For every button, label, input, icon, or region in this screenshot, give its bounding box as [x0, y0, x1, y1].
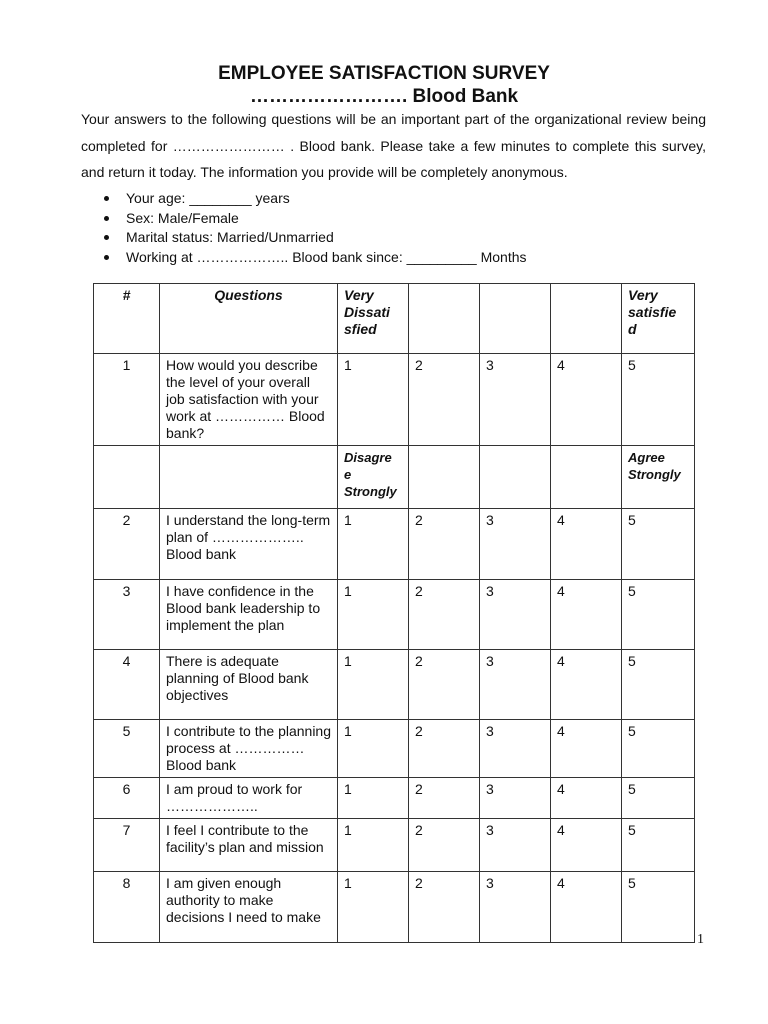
rating-cell-5[interactable]: 5 [622, 778, 695, 819]
subheader-empty-cell [480, 446, 551, 509]
table-row [94, 650, 695, 720]
rating-cell-2[interactable]: 2 [409, 778, 480, 819]
rating-cell-3[interactable]: 3 [480, 872, 551, 943]
column-header-3 [480, 284, 551, 354]
rating-cell-2[interactable]: 2 [409, 819, 480, 872]
row-number: 3 [94, 580, 160, 650]
bullet-text: Your age: ________ years [126, 190, 290, 206]
rating-cell-4[interactable]: 4 [551, 720, 622, 778]
list-item-marital-status [104, 228, 527, 248]
rating-cell-4[interactable]: 4 [551, 650, 622, 720]
rating-cell-3[interactable]: 3 [480, 354, 551, 446]
rating-cell-4[interactable]: 4 [551, 354, 622, 446]
rating-cell-2[interactable]: 2 [409, 720, 480, 778]
table-row [94, 819, 695, 872]
row-question: I contribute to the planning process at …………… Blood bank [160, 720, 338, 778]
bullet-text: Sex: Male/Female [126, 209, 239, 226]
subheader-empty-cell [160, 446, 338, 509]
subheader-agree-strongly: Agree Strongly [622, 446, 695, 509]
respondent-info-list [104, 189, 527, 267]
bullet-icon [104, 235, 109, 240]
row-number: 7 [94, 819, 160, 872]
list-item-working-since [104, 248, 527, 268]
column-header-questions: Questions [160, 284, 338, 354]
row-question: There is adequate planning of Blood bank objectives [160, 650, 338, 720]
rating-cell-5[interactable]: 5 [622, 819, 695, 872]
bullet-icon [104, 216, 109, 221]
rating-cell-4[interactable]: 4 [551, 872, 622, 943]
table-row [94, 580, 695, 650]
rating-cell-3[interactable]: 3 [480, 580, 551, 650]
rating-cell-5[interactable]: 5 [622, 354, 695, 446]
rating-cell-3[interactable]: 3 [480, 509, 551, 580]
rating-cell-2[interactable]: 2 [409, 872, 480, 943]
subheader-empty-cell [409, 446, 480, 509]
row-question: I am proud to work for ……………….. [160, 778, 338, 819]
table-subheader-row [94, 446, 695, 509]
table-row [94, 872, 695, 943]
row-number: 6 [94, 778, 160, 819]
column-header-4 [551, 284, 622, 354]
rating-cell-1[interactable]: 1 [338, 872, 409, 943]
rating-cell-5[interactable]: 5 [622, 872, 695, 943]
rating-cell-4[interactable]: 4 [551, 819, 622, 872]
rating-cell-5[interactable]: 5 [622, 580, 695, 650]
row-question: How would you describe the level of your overall job satisfaction with your work at …………… Blood bank? [160, 354, 338, 446]
rating-cell-2[interactable]: 2 [409, 509, 480, 580]
row-question: I am given enough authority to make decisions I need to make [160, 872, 338, 943]
survey-table [93, 283, 695, 943]
document-subtitle: ……………………. Blood Bank [249, 86, 519, 107]
rating-cell-4[interactable]: 4 [551, 509, 622, 580]
row-number: 8 [94, 872, 160, 943]
rating-cell-1[interactable]: 1 [338, 720, 409, 778]
table-row [94, 720, 695, 778]
column-header-very-satisfied: Very satisfie d [622, 284, 695, 354]
rating-cell-1[interactable]: 1 [338, 509, 409, 580]
list-item-sex [104, 209, 527, 229]
bullet-text: Working at ……………….. Blood bank since: _________ Months [126, 248, 527, 265]
page-number: 1 [697, 932, 704, 947]
rating-cell-3[interactable]: 3 [480, 819, 551, 872]
row-number: 5 [94, 720, 160, 778]
table-row [94, 509, 695, 580]
rating-cell-5[interactable]: 5 [622, 650, 695, 720]
rating-cell-2[interactable]: 2 [409, 650, 480, 720]
rating-cell-5[interactable]: 5 [622, 720, 695, 778]
subheader-disagree-strongly: Disagre e Strongly [338, 446, 409, 509]
rating-cell-3[interactable]: 3 [480, 720, 551, 778]
bullet-icon [104, 196, 109, 201]
list-item-age [104, 189, 527, 209]
row-question: I have confidence in the Blood bank leadership to implement the plan [160, 580, 338, 650]
column-header-2 [409, 284, 480, 354]
subheader-empty-cell [94, 446, 160, 509]
column-header-number: # [94, 284, 160, 354]
column-header-very-dissatisfied: Very Dissati sfied [338, 284, 409, 354]
bullet-text: Marital status: Married/Unmarried [126, 229, 334, 245]
rating-cell-3[interactable]: 3 [480, 650, 551, 720]
table-row [94, 778, 695, 819]
rating-cell-2[interactable]: 2 [409, 580, 480, 650]
row-number: 4 [94, 650, 160, 720]
rating-cell-4[interactable]: 4 [551, 778, 622, 819]
table-header-row [94, 284, 695, 354]
table-row [94, 354, 695, 446]
rating-cell-5[interactable]: 5 [622, 509, 695, 580]
rating-cell-1[interactable]: 1 [338, 778, 409, 819]
document-title: EMPLOYEE SATISFACTION SURVEY [218, 63, 550, 84]
rating-cell-2[interactable]: 2 [409, 354, 480, 446]
subheader-empty-cell [551, 446, 622, 509]
rating-cell-3[interactable]: 3 [480, 778, 551, 819]
rating-cell-1[interactable]: 1 [338, 819, 409, 872]
rating-cell-1[interactable]: 1 [338, 354, 409, 446]
rating-cell-1[interactable]: 1 [338, 650, 409, 720]
row-question: I understand the long-term plan of ……………….. Blood bank [160, 509, 338, 580]
bullet-icon [104, 255, 109, 260]
row-question: I feel I contribute to the facility’s plan and mission [160, 819, 338, 872]
row-number: 1 [94, 354, 160, 446]
rating-cell-1[interactable]: 1 [338, 580, 409, 650]
intro-paragraph: Your answers to the following questions will be an important part of the organizational review being completed for …………………… . Blood bank. Please take a few minutes to complete this survey, and return it today. The information you provide will be completely anonymous. [81, 111, 706, 180]
rating-cell-4[interactable]: 4 [551, 580, 622, 650]
row-number: 2 [94, 509, 160, 580]
